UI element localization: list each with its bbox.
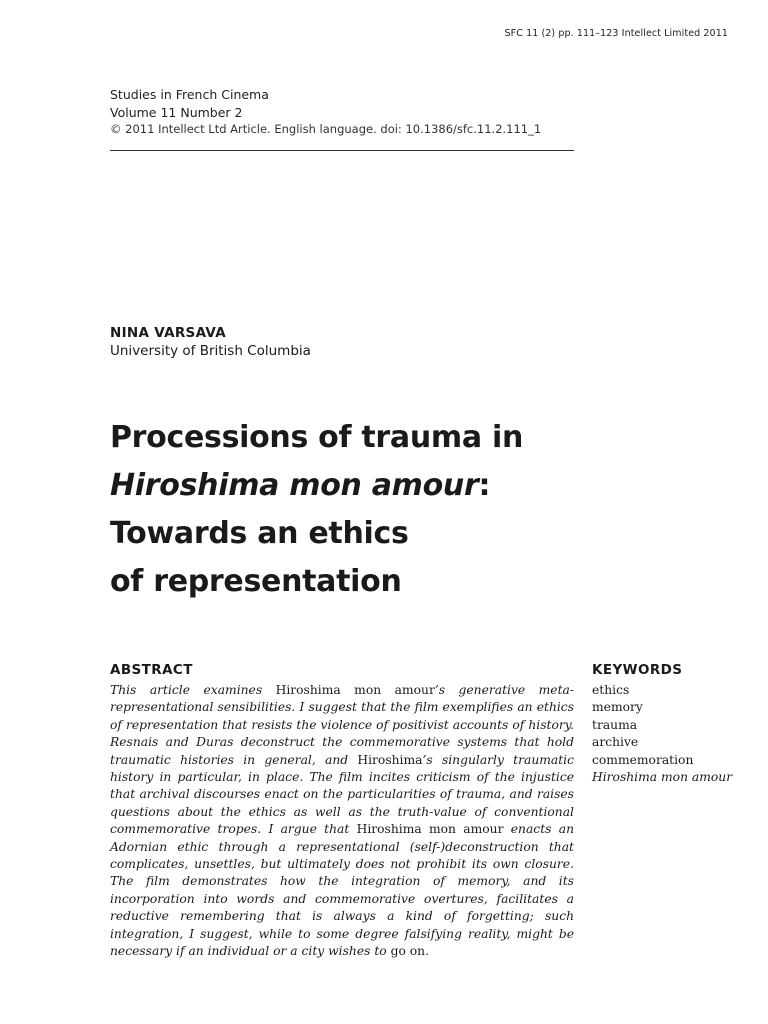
author-affiliation: University of British Columbia bbox=[110, 343, 311, 359]
abstract-text-2: ’s generative meta-representational sensibilities. I suggest that the film exemplifies an ethics of representation that resists the violence of positivist accounts of history. Resnais and Duras deconstruct the commemorative systems that hold traumatic histories in general, and bbox=[110, 683, 575, 767]
header-divider bbox=[110, 150, 574, 151]
abstract-text-1: This article examines bbox=[110, 683, 276, 697]
keyword-item: ethics bbox=[592, 683, 630, 697]
keyword-item: archive bbox=[592, 735, 639, 750]
title-colon: : bbox=[478, 468, 491, 503]
abstract-text-3: ’s singularly traumatic history in particular, in place. The film incites criticism of the injustice that archival discourses enact on the particularities of trauma, and raises questions about the ethics as well as the truth-value of conventional commemorative tropes. I argue that bbox=[110, 752, 574, 837]
author-name: NINA VARSAVA bbox=[110, 325, 226, 341]
title-line-3: Towards an ethics bbox=[110, 516, 409, 551]
keyword-item: memory bbox=[592, 700, 643, 715]
abstract-film-1: Hiroshima mon amour bbox=[275, 683, 435, 697]
title-line-1: Processions of trauma in bbox=[110, 420, 524, 455]
abstract-text-5: go on. bbox=[390, 944, 430, 959]
abstract-film-2: Hiroshima bbox=[357, 752, 423, 767]
abstract-body bbox=[110, 682, 574, 961]
journal-volume: Volume 11 Number 2 bbox=[110, 104, 243, 120]
title-line-4: of representation bbox=[110, 564, 402, 599]
title-film-name: Hiroshima mon amour bbox=[110, 468, 479, 503]
journal-info bbox=[110, 86, 574, 139]
journal-name: Studies in French Cinema bbox=[110, 87, 269, 102]
abstract-text-4: enacts an Adornian ethic through a representational (self-)deconstruction that complicates, unsettles, but ultimately does not prohibit its own closure. The film demonstrates how the integration of memory, and its incorporation into words and commemorative overtures, facilitates a reductive remembering that is always a kind of forgetting; such integration, I suggest, while to some degree falsifying reality, might be necessary if an individual or a city wishes to bbox=[110, 822, 574, 959]
citation-header: SFC 11 (2) pp. 111–123 Intellect Limited 2011 bbox=[504, 28, 728, 39]
keywords-heading: KEYWORDS bbox=[592, 662, 683, 678]
abstract-film-3: Hiroshima mon amour bbox=[356, 822, 504, 837]
keyword-item: commemoration bbox=[592, 752, 694, 767]
article-title bbox=[110, 414, 580, 606]
journal-doi: © 2011 Intellect Ltd Article. English language. doi: 10.1386/sfc.11.2.111_1 bbox=[110, 122, 542, 136]
keywords-section bbox=[592, 662, 742, 786]
author-block bbox=[110, 324, 311, 360]
keywords-list bbox=[592, 682, 742, 786]
title-line-2 bbox=[110, 462, 580, 510]
keyword-item: Hiroshima mon amour bbox=[592, 770, 733, 785]
keyword-item: trauma bbox=[592, 717, 638, 732]
abstract-section bbox=[110, 662, 574, 961]
abstract-heading: ABSTRACT bbox=[110, 662, 193, 678]
